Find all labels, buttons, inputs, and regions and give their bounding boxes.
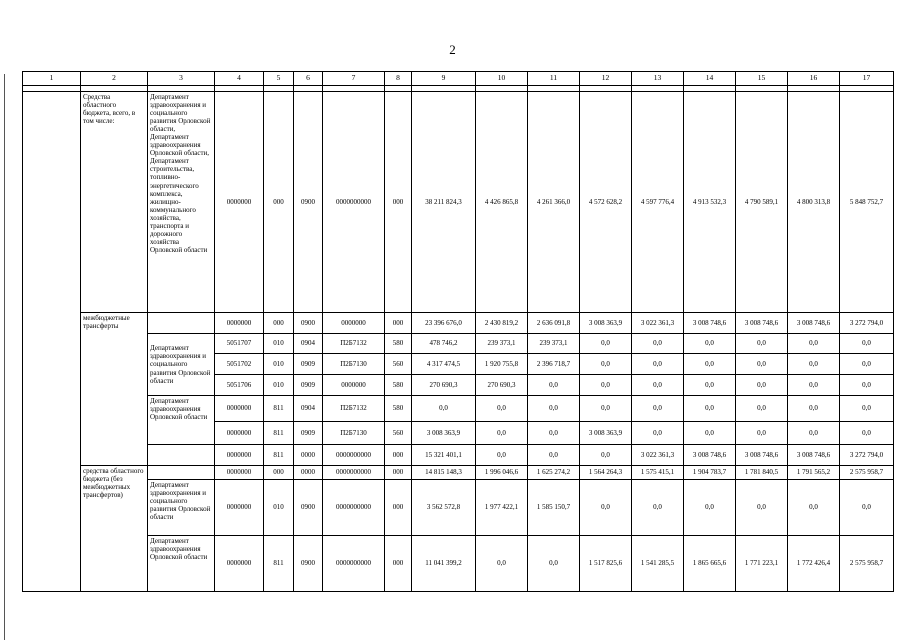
value-cell: 3 008 748,6 [788,445,840,466]
value-cell: 0,0 [788,480,840,536]
left-margin-line [4,74,5,640]
value-cell: 0000000000 [323,466,385,480]
table-row [23,313,894,334]
value-cell: 0,0 [632,334,684,354]
header-cell: 10 [476,72,528,86]
value-cell: 0,0 [736,334,788,354]
table-row [23,466,894,480]
value-cell: 3 008 748,6 [788,313,840,334]
value-cell: 0,0 [840,480,894,536]
value-cell: 0904 [294,334,323,354]
value-cell: 4 790 589,1 [736,92,788,313]
header-cell: 9 [412,72,476,86]
value-cell: 5051702 [215,354,264,375]
value-cell: 23 396 676,0 [412,313,476,334]
value-cell: 3 272 794,0 [840,313,894,334]
header-cell: 1 [23,72,81,86]
value-cell: 0,0 [632,354,684,375]
value-cell: 0909 [294,422,323,445]
value-cell: 2 575 958,7 [840,536,894,592]
header-cell: 2 [81,72,148,86]
value-cell: 270 690,3 [412,375,476,396]
value-cell: 0,0 [580,334,632,354]
department-label: Департамент здравоохранения и социального развития Орловской области, Департамент здравоохранения Орловской области, Департамент строительства, топливно-энергетического комплекса, жилищно-коммунального хозяйства, транспорта и дорожного хозяйства Орловской области [148,92,215,313]
value-cell: 0,0 [788,396,840,422]
value-cell: 0000000 [215,536,264,592]
value-cell: 0,0 [412,396,476,422]
value-cell: 0000000 [215,422,264,445]
value-cell: 239 373,1 [476,334,528,354]
value-cell: 1 781 840,5 [736,466,788,480]
value-cell: 1 625 274,2 [528,466,580,480]
value-cell: 0000000 [323,375,385,396]
value-cell: 0,0 [528,396,580,422]
value-cell: 010 [264,334,294,354]
value-cell: 0000000 [215,396,264,422]
value-cell: 0,0 [788,354,840,375]
value-cell: 0,0 [528,375,580,396]
value-cell: 0,0 [528,536,580,592]
table-row [23,445,894,466]
empty-cell [148,313,215,334]
value-cell: 3 022 361,3 [632,313,684,334]
value-cell: 3 022 361,3 [632,445,684,466]
value-cell: 0,0 [736,422,788,445]
empty-cell [148,445,215,466]
value-cell: 580 [385,375,412,396]
value-cell: 0900 [294,480,323,536]
value-cell: 000 [385,92,412,313]
value-cell: 811 [264,445,294,466]
value-cell: 4 800 313,8 [788,92,840,313]
value-cell: 0,0 [528,445,580,466]
value-cell: 5 848 752,7 [840,92,894,313]
value-cell: 0900 [294,92,323,313]
value-cell: 1 977 422,1 [476,480,528,536]
source-label: средства областного бюджета (без межбюджетных трансфертов) [81,466,148,592]
table-row [23,480,894,536]
header-cell: 5 [264,72,294,86]
value-cell: 0000000 [215,445,264,466]
header-cell: 11 [528,72,580,86]
value-cell: 2 636 091,8 [528,313,580,334]
value-cell: 0,0 [580,354,632,375]
value-cell: 0,0 [684,480,736,536]
value-cell: 0,0 [840,422,894,445]
value-cell: 000 [264,313,294,334]
value-cell: 0000000000 [323,92,385,313]
value-cell: П2Б7132 [323,334,385,354]
value-cell: 1 771 223,1 [736,536,788,592]
value-cell: 0,0 [580,375,632,396]
value-cell: 0,0 [632,396,684,422]
value-cell: 0,0 [736,480,788,536]
value-cell: 0,0 [736,375,788,396]
value-cell: 0000000000 [323,445,385,466]
value-cell: 4 426 865,8 [476,92,528,313]
value-cell: 0,0 [684,375,736,396]
value-cell: 5051706 [215,375,264,396]
value-cell: 0,0 [632,375,684,396]
value-cell: 4 913 532,3 [684,92,736,313]
value-cell: 239 373,1 [528,334,580,354]
header-cell: 14 [684,72,736,86]
value-cell: 0,0 [684,422,736,445]
value-cell: 580 [385,334,412,354]
value-cell: 0,0 [684,354,736,375]
header-cell: 13 [632,72,684,86]
value-cell: 0909 [294,354,323,375]
value-cell: 0000000 [215,92,264,313]
value-cell: 1 564 264,3 [580,466,632,480]
value-cell: 0,0 [736,354,788,375]
value-cell: 1 865 665,6 [684,536,736,592]
value-cell: П2Б7132 [323,396,385,422]
value-cell: 0000000 [323,313,385,334]
value-cell: 010 [264,480,294,536]
table-row [23,334,894,354]
value-cell: 5051707 [215,334,264,354]
value-cell: 0,0 [580,396,632,422]
value-cell: 4 572 628,2 [580,92,632,313]
value-cell: 000 [385,445,412,466]
source-label: межбюджетные трансферты [81,313,148,466]
value-cell: 000 [385,313,412,334]
value-cell: 0,0 [788,375,840,396]
value-cell: 3 008 363,9 [580,422,632,445]
table-row [23,536,894,592]
value-cell: 478 746,2 [412,334,476,354]
value-cell: 1 772 426,4 [788,536,840,592]
value-cell: 4 317 474,5 [412,354,476,375]
header-cell: 16 [788,72,840,86]
value-cell: 0000000000 [323,536,385,592]
value-cell: П2Б7130 [323,422,385,445]
value-cell: 3 008 363,9 [580,313,632,334]
value-cell: 0,0 [840,354,894,375]
value-cell: 0,0 [788,422,840,445]
value-cell: 0,0 [580,445,632,466]
value-cell: 0000 [294,466,323,480]
empty-cell [23,92,81,592]
table-row [23,92,894,313]
value-cell: 0,0 [632,422,684,445]
department-label: Департамент здравоохранения Орловской области [148,396,215,445]
value-cell: 3 008 748,6 [684,313,736,334]
value-cell: 38 211 824,3 [412,92,476,313]
page-number: 2 [449,42,456,57]
value-cell: 0900 [294,536,323,592]
value-cell: 000 [264,92,294,313]
value-cell: 11 041 399,2 [412,536,476,592]
value-cell: 3 272 794,0 [840,445,894,466]
value-cell: 0,0 [840,375,894,396]
value-cell: 0,0 [528,422,580,445]
table-row [23,396,894,422]
value-cell: 0000 [294,445,323,466]
header-row [23,72,894,86]
value-cell: 15 321 401,1 [412,445,476,466]
value-cell: 14 815 148,3 [412,466,476,480]
header-cell: 8 [385,72,412,86]
value-cell: 1 791 565,2 [788,466,840,480]
value-cell: 1 517 825,6 [580,536,632,592]
value-cell: 0,0 [840,334,894,354]
value-cell: 811 [264,536,294,592]
value-cell: 0,0 [684,334,736,354]
value-cell: 1 904 783,7 [684,466,736,480]
department-label: Департамент здравоохранения Орловской области [148,536,215,592]
value-cell: 1 575 415,1 [632,466,684,480]
header-cell: 7 [323,72,385,86]
value-cell: 1 996 046,6 [476,466,528,480]
value-cell: 2 396 718,7 [528,354,580,375]
header-cell: 3 [148,72,215,86]
value-cell: 0,0 [684,396,736,422]
value-cell: 000 [385,536,412,592]
value-cell: 2 575 958,7 [840,466,894,480]
value-cell: 0900 [294,313,323,334]
value-cell: 0,0 [788,334,840,354]
value-cell: 0000000000 [323,480,385,536]
value-cell: 010 [264,375,294,396]
value-cell: 3 562 572,8 [412,480,476,536]
value-cell: 2 430 819,2 [476,313,528,334]
value-cell: 0000000 [215,480,264,536]
empty-cell [148,466,215,480]
value-cell: 0,0 [840,396,894,422]
source-label: Средства областного бюджета, всего, в том числе: [81,92,148,313]
value-cell: 0,0 [632,480,684,536]
value-cell: 0000000 [215,313,264,334]
value-cell: 000 [385,480,412,536]
header-cell: 6 [294,72,323,86]
value-cell: 0,0 [476,536,528,592]
header-cell: 4 [215,72,264,86]
value-cell: 270 690,3 [476,375,528,396]
value-cell: 3 008 748,6 [684,445,736,466]
budget-table [22,71,894,592]
value-cell: 0000000 [215,466,264,480]
value-cell: 0909 [294,375,323,396]
value-cell: 560 [385,354,412,375]
value-cell: 0,0 [476,445,528,466]
value-cell: 010 [264,354,294,375]
value-cell: 580 [385,396,412,422]
value-cell: 0,0 [476,396,528,422]
header-cell: 12 [580,72,632,86]
value-cell: П2Б7130 [323,354,385,375]
value-cell: 0,0 [736,396,788,422]
value-cell: 0,0 [580,480,632,536]
department-label: Департамент здравоохранения и социального развития Орловской области [148,334,215,396]
value-cell: 811 [264,396,294,422]
value-cell: 1 541 285,5 [632,536,684,592]
header-cell: 17 [840,72,894,86]
value-cell: 3 008 748,6 [736,445,788,466]
value-cell: 1 920 755,8 [476,354,528,375]
value-cell: 0,0 [476,422,528,445]
value-cell: 1 585 150,7 [528,480,580,536]
department-label: Департамент здравоохранения и социального развития Орловской области [148,480,215,536]
value-cell: 4 261 366,0 [528,92,580,313]
value-cell: 3 008 363,9 [412,422,476,445]
value-cell: 000 [385,466,412,480]
header-cell: 15 [736,72,788,86]
value-cell: 4 597 776,4 [632,92,684,313]
value-cell: 0904 [294,396,323,422]
value-cell: 560 [385,422,412,445]
value-cell: 000 [264,466,294,480]
value-cell: 3 008 748,6 [736,313,788,334]
value-cell: 811 [264,422,294,445]
